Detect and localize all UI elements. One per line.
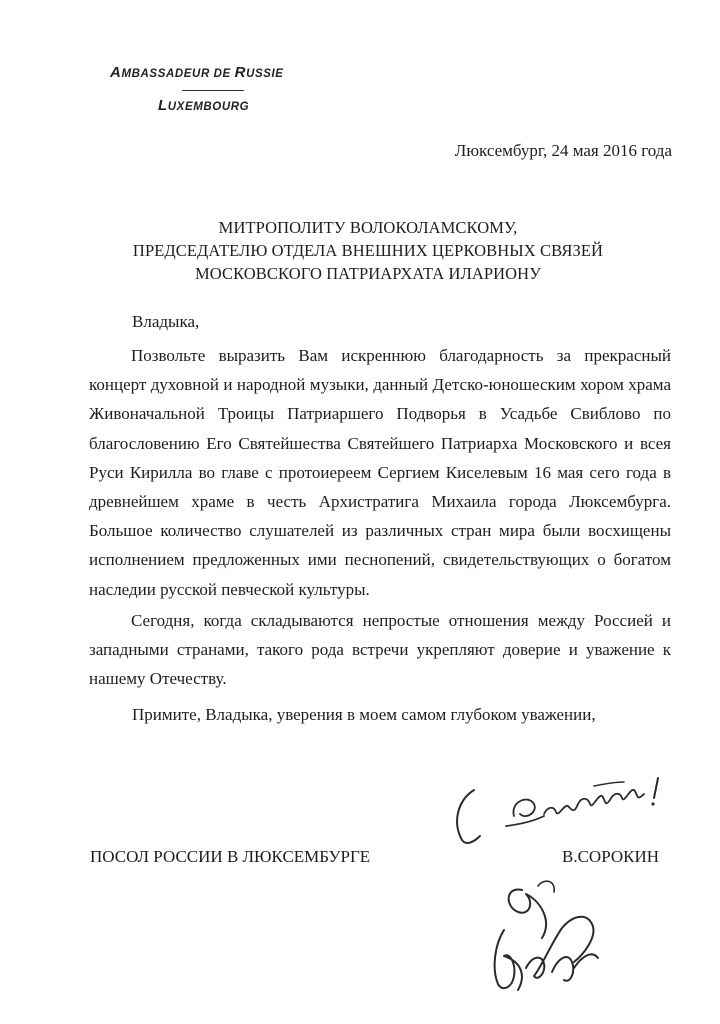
addressee-line: МИТРОПОЛИТУ ВОЛОКОЛАМСКОМУ, <box>218 218 518 237</box>
body-paragraph: Позвольте выразить Вам искреннюю благодарность за прекрасный концерт духовной и народной музыки, данный Детско-юношеским хором храма Живоначальной Троицы Патриаршего Подворья в Усадьбе Свиблово по благословению Его Святейшества Святейшего Патриарха Московского и всея Руси Кирилла во главе с протоиереем Сергием Киселевым 16 мая сего года в древнейшем храме в честь Архистратига Михаила города Люксембурга. Большое количество слушателей из различных стран мира были восхищены исполнением предложенных ими песнопений, свидетельствующих о богатом наследии русской певческой культуры. <box>89 346 671 599</box>
letter-body <box>89 341 671 693</box>
signer-name: В.СОРОКИН <box>562 847 660 866</box>
letterhead <box>110 64 320 114</box>
addressee-block <box>118 216 618 285</box>
handwritten-regards <box>444 764 694 850</box>
letterhead-divider <box>182 90 244 91</box>
handwritten-signature <box>482 872 612 1000</box>
salutation: Владыка, <box>132 312 200 331</box>
closing-line: Примите, Владыка, уверения в моем самом глубоком уважении, <box>132 705 596 724</box>
letterhead-luxembourg: LUXEMBOURG <box>158 97 250 114</box>
ambassador-position: ПОСОЛ РОССИИ В ЛЮКСЕМБУРГЕ <box>90 847 371 866</box>
addressee-line: МОСКОВСКОГО ПАТРИАРХАТА ИЛАРИОНУ <box>195 264 541 283</box>
letterhead-ambassador: AMBASSADEUR DE RUSSIE <box>110 64 284 81</box>
body-paragraph: Сегодня, когда складываются непростые отношения между Россией и западными странами, такого рода встречи укрепляют доверие и уважение к нашему Отечеству. <box>89 610 671 689</box>
addressee-line: ПРЕДСЕДАТЕЛЮ ОТДЕЛА ВНЕШНИХ ЦЕРКОВНЫХ СВЯЗЕЙ <box>132 241 604 260</box>
place-and-date: Люксембург, 24 мая 2016 года <box>454 141 672 160</box>
